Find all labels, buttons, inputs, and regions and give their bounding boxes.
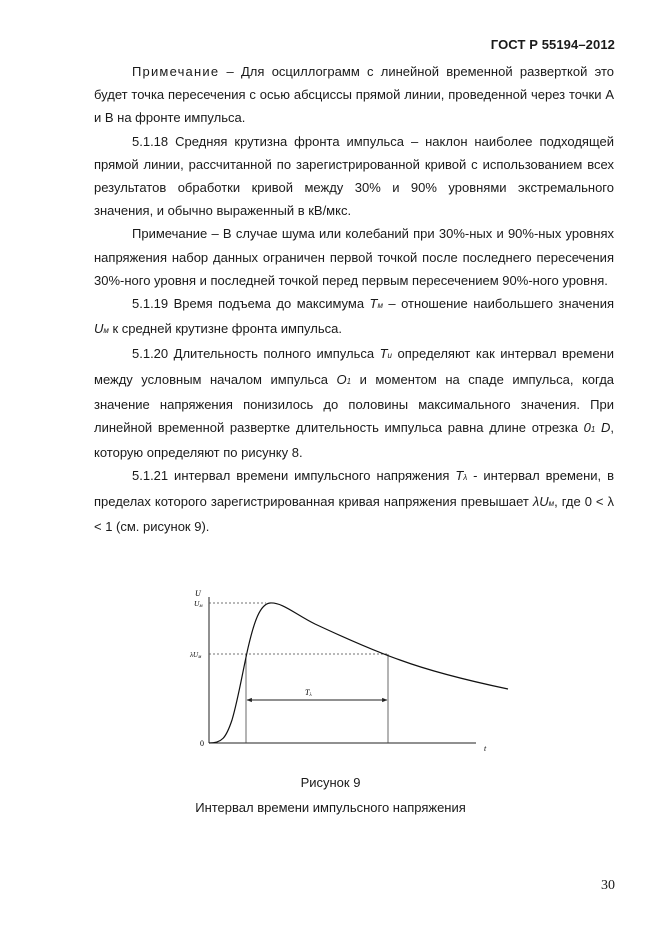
axis-y-label: U: [195, 589, 201, 598]
paragraph-5-1-19: 5.1.19 Время подъема до максимума Тм – отношение наибольшего значения Uм к средней крутизне фронта импульса.: [94, 296, 614, 337]
paragraph-5-1-21: 5.1.21 интервал времени импульсного напряжения Tλ - интервал времени, в пределах которого зарегистрированная кривая напряжения превышает λUм, где 0 < λ < 1 (см. рисунок 9).: [94, 468, 614, 534]
impulse-curve: [209, 603, 508, 743]
paragraph-5-1-20: 5.1.20 Длительность полного импульса Тu определяют как интервал времени между условным началом импульса О1 и моментом на спаде импульса, когда значение напряжения понизилось до половины максимального значения. При линейной временной развертке длительность импульса равна длине отрезка 01 D, которую определяют по рисунку 8.: [94, 346, 615, 461]
document-code: ГОСТ Р 55194–2012: [490, 37, 615, 52]
note-label: Примечание: [132, 64, 220, 79]
note-1-text: – Для осциллограмм с линейной временной разверткой это будет точка пересечения с осью абсцисcы прямой линии, проведенной через точки А и В на фронте импульса.: [94, 64, 614, 126]
figure-number: Рисунок 9: [300, 775, 361, 790]
note-2: Примечание – В случае шума или колебаний при 30%-ных и 90%-ных уровнях напряжения набор данных ограничен первой точкой после последнего пересечения 30%-ного уровня и последней точкой перед первым пересечением 90%-ного уровня.: [94, 226, 614, 288]
axis-x-label: t: [484, 744, 487, 753]
lambda-um-label: λUм: [190, 651, 202, 660]
figure-title: Интервал времени импульсного напряжения: [195, 800, 466, 815]
um-label: Uм: [194, 599, 203, 609]
page-number: 30: [601, 878, 615, 893]
t-lambda-label: Tλ: [305, 688, 312, 698]
zero-label: 0: [200, 739, 204, 748]
paragraph-5-1-18: 5.1.18 Средняя крутизна фронта импульса – наклон наиболее подходящей прямой линии, рассчитанной по зарегистрированной кривой с использованием всех результатов обработки кривой между 30% и 90% уровнями экстремального значения, и обычно выраженный в кВ/мкс.: [94, 133, 614, 219]
